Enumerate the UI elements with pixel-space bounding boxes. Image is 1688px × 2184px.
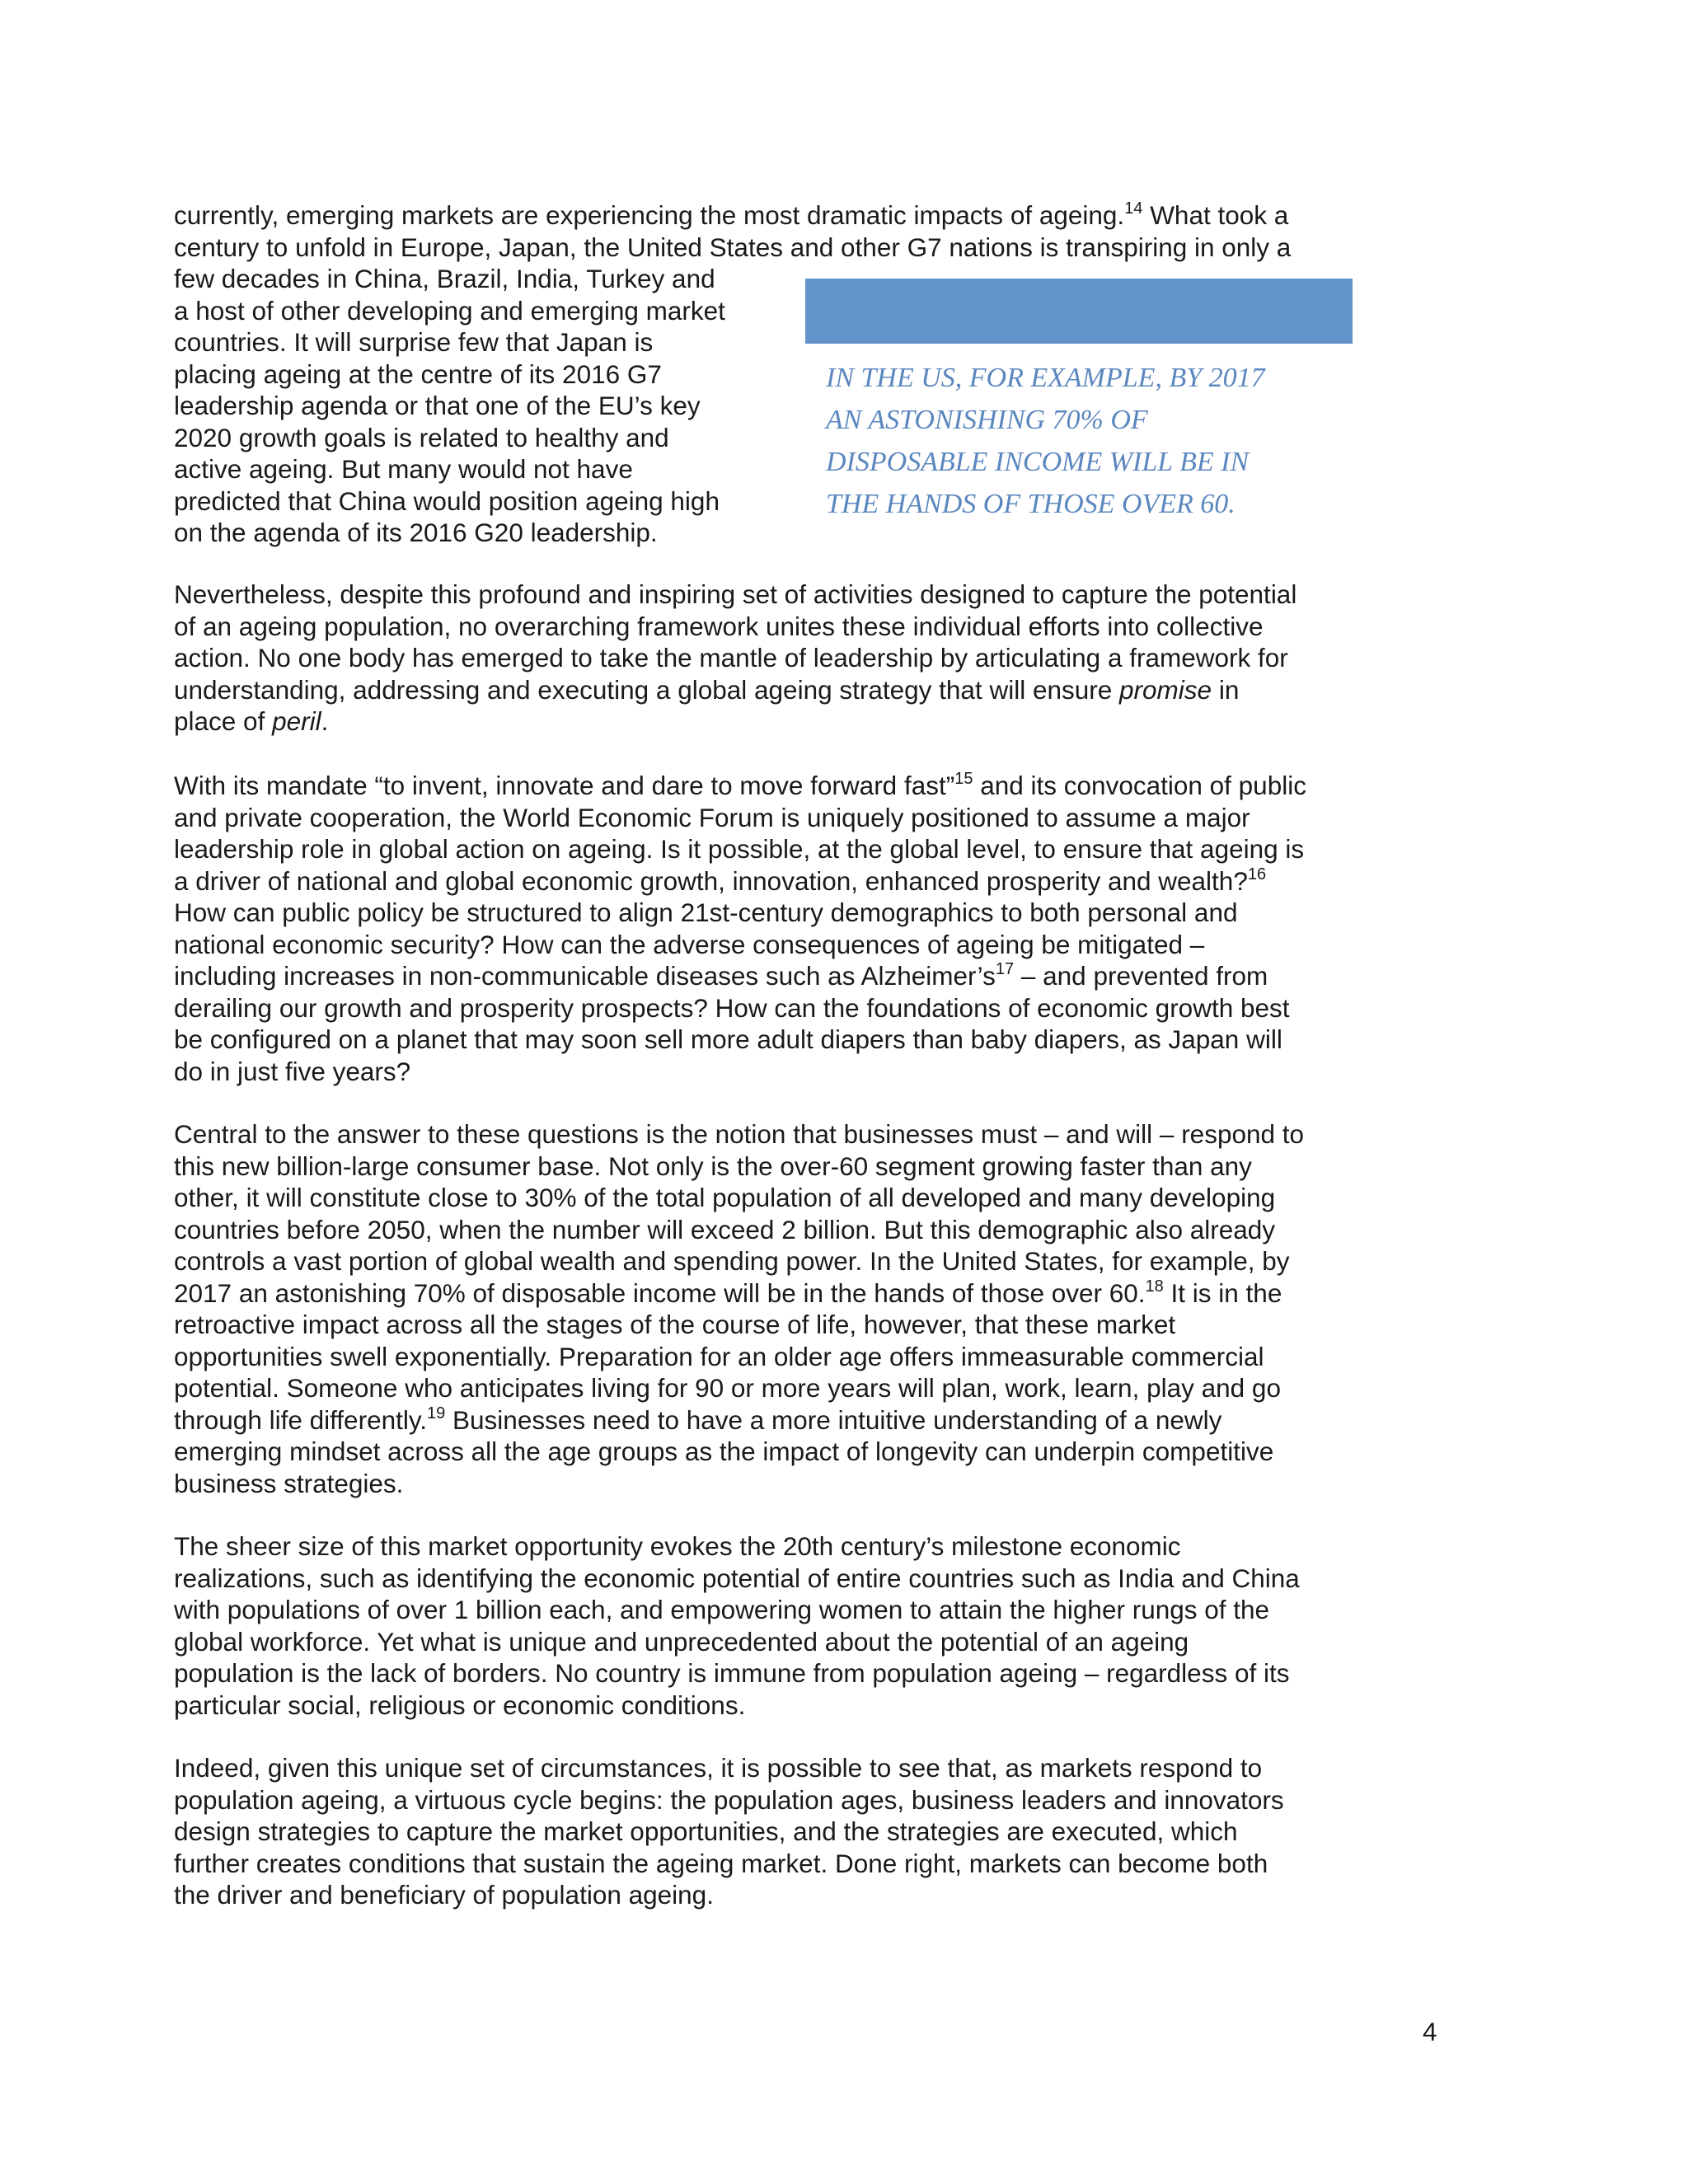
text-line: design strategies to capture the market opportunities, and the strategies are executed, which xyxy=(174,1816,1238,1846)
pullquote xyxy=(826,357,1370,525)
emphasis-promise: promise xyxy=(1119,674,1212,705)
paragraph-1-column xyxy=(174,263,767,549)
text-line: countries. It will surprise few that Japan is xyxy=(174,327,654,357)
paragraph-2 xyxy=(174,579,1394,738)
text-line: retroactive impact across all the stages of the course of life, however, that these market xyxy=(174,1310,1176,1339)
text-line: with populations of over 1 billion each, and empowering women to attain the higher rungs of the xyxy=(174,1595,1270,1624)
text-line: other, it will constitute close to 30% of the total population of all developed and many developing xyxy=(174,1183,1276,1212)
text-line: a host of other developing and emerging market xyxy=(174,295,725,326)
footnote-ref-17: 17 xyxy=(995,960,1015,978)
text-line: placing ageing at the centre of its 2016 G7 xyxy=(174,359,662,389)
pullquote-line: DISPOSABLE INCOME WILL BE IN xyxy=(826,447,1250,477)
pullquote-line: AN ASTONISHING 70% OF xyxy=(826,405,1148,435)
text-line: of an ageing population, no overarching framework unites these individual efforts into collective xyxy=(174,611,1264,641)
text-line: The sheer size of this market opportunity evokes the 20th century’s milestone economic xyxy=(174,1531,1181,1561)
text-line: this new billion-large consumer base. Not only is the over-60 segment growing faster than any xyxy=(174,1151,1252,1181)
text-line: population is the lack of borders. No country is immune from population ageing – regardless of its xyxy=(174,1658,1290,1688)
text-line: through life differently.$^{19}$ Businesses need to have a more intuitive understanding of a newly xyxy=(174,1404,1222,1435)
text-line: business strategies. xyxy=(174,1468,404,1498)
text-line: How can public policy be structured to align 21st-century demographics to both personal and xyxy=(174,898,1238,927)
text-line: action. No one body has emerged to take the mantle of leadership by articulating a framework for xyxy=(174,643,1288,673)
footnote-ref-19: 19 xyxy=(427,1404,446,1422)
text-line: emerging mindset across all the age groups as the impact of longevity can underpin competitive xyxy=(174,1436,1274,1466)
text-line: realizations, such as identifying the economic potential of entire countries such as India and China xyxy=(174,1563,1300,1593)
text-line: understanding, addressing and executing a global ageing strategy that will ensure promise in xyxy=(174,674,1240,705)
text-line: the driver and beneficiary of population ageing. xyxy=(174,1880,714,1910)
text-line: do in just five years? xyxy=(174,1056,411,1086)
text-line: derailing our growth and prosperity prospects? How can the foundations of economic growth best xyxy=(174,992,1290,1023)
page-number: 4 xyxy=(1423,2017,1437,2046)
text-line: leadership role in global action on ageing. Is it possible, at the global level, to ensure that ageing is xyxy=(174,834,1305,864)
emphasis-peril: peril xyxy=(272,706,321,736)
text-line: national economic security? How can the adverse consequences of ageing be mitigated – xyxy=(174,929,1205,959)
text-line: countries before 2050, when the number will exceed 2 billion. But this demographic also already xyxy=(174,1214,1276,1244)
text-line: on the agenda of its 2016 G20 leadership. xyxy=(174,518,658,547)
text-line: particular social, religious or economic conditions. xyxy=(174,1690,746,1720)
text-line: Central to the answer to these questions is the notion that businesses must – and will – respond to xyxy=(174,1119,1305,1149)
text-line: century to unfold in Europe, Japan, the United States and other G7 nations is transpiring in only a xyxy=(174,232,1292,262)
text-line: place of peril. xyxy=(174,706,329,736)
text-line: opportunities swell exponentially. Preparation for an older age offers immeasurable commercial xyxy=(174,1341,1264,1371)
paragraph-5 xyxy=(174,1530,1394,1721)
text-line: active ageing. But many would not have xyxy=(174,454,633,484)
footnote-ref-15: 15 xyxy=(954,770,973,788)
text-line: controls a vast portion of global wealth and spending power. In the United States, for example, by xyxy=(174,1246,1290,1276)
text-line: potential. Someone who anticipates living for 90 or more years will plan, work, learn, play and go xyxy=(174,1373,1281,1403)
footnote-ref-16: 16 xyxy=(1247,865,1267,883)
text-line: predicted that China would position ageing high xyxy=(174,485,720,516)
paragraph-3 xyxy=(174,770,1394,1087)
text-line: Nevertheless, despite this profound and inspiring set of activities designed to capture the potential xyxy=(174,579,1297,609)
paragraph-4 xyxy=(174,1118,1394,1499)
text-line: Indeed, given this unique set of circumstances, it is possible to see that, as markets respond to xyxy=(174,1753,1263,1783)
text-line: currently, emerging markets are experiencing the most dramatic impacts of ageing.$^{14}$ What took a xyxy=(174,199,1289,230)
text-line: a driver of national and global economic growth, innovation, enhanced prosperity and wealth?$^{16}$ xyxy=(174,865,1267,896)
text-line: With its mandate “to invent, innovate and dare to move forward fast”$^{15}$ and its convocation of public xyxy=(174,770,1306,800)
paragraph-1-intro xyxy=(174,199,1394,263)
paragraph-6 xyxy=(174,1752,1394,1911)
footnote-ref-14: 14 xyxy=(1124,199,1143,218)
text-line: further creates conditions that sustain the ageing market. Done right, markets can become both xyxy=(174,1848,1268,1878)
footnote-ref-18: 18 xyxy=(1145,1277,1164,1296)
text-line: global workforce. Yet what is unique and unprecedented about the potential of an ageing xyxy=(174,1626,1189,1657)
text-line: 2020 growth goals is related to healthy and xyxy=(174,422,669,452)
text-line: 2017 an astonishing 70% of disposable income will be in the hands of those over 60.18 It is in the xyxy=(174,1277,1282,1308)
text-line: few decades in China, Brazil, India, Turkey and xyxy=(174,264,715,293)
pullquote-bar xyxy=(805,279,1353,344)
text-line: including increases in non-communicable diseases such as $Alzheimer’s^{17}$ – and prevented from xyxy=(174,960,1268,991)
text-line: and private cooperation, the World Economic Forum is uniquely positioned to assume a major xyxy=(174,802,1250,832)
pullquote-line: IN THE US, FOR EXAMPLE, BY 2017 xyxy=(826,363,1265,393)
text-line: leadership agenda or that one of the EU’s key xyxy=(174,391,701,420)
text-line: be configured on a planet that may soon sell more adult diapers than baby diapers, as Japan will xyxy=(174,1024,1282,1054)
text-line: population ageing, a virtuous cycle begins: the population ages, business leaders and innovators xyxy=(174,1784,1284,1815)
pullquote-line: THE HANDS OF THOSE OVER 60. xyxy=(826,489,1236,519)
